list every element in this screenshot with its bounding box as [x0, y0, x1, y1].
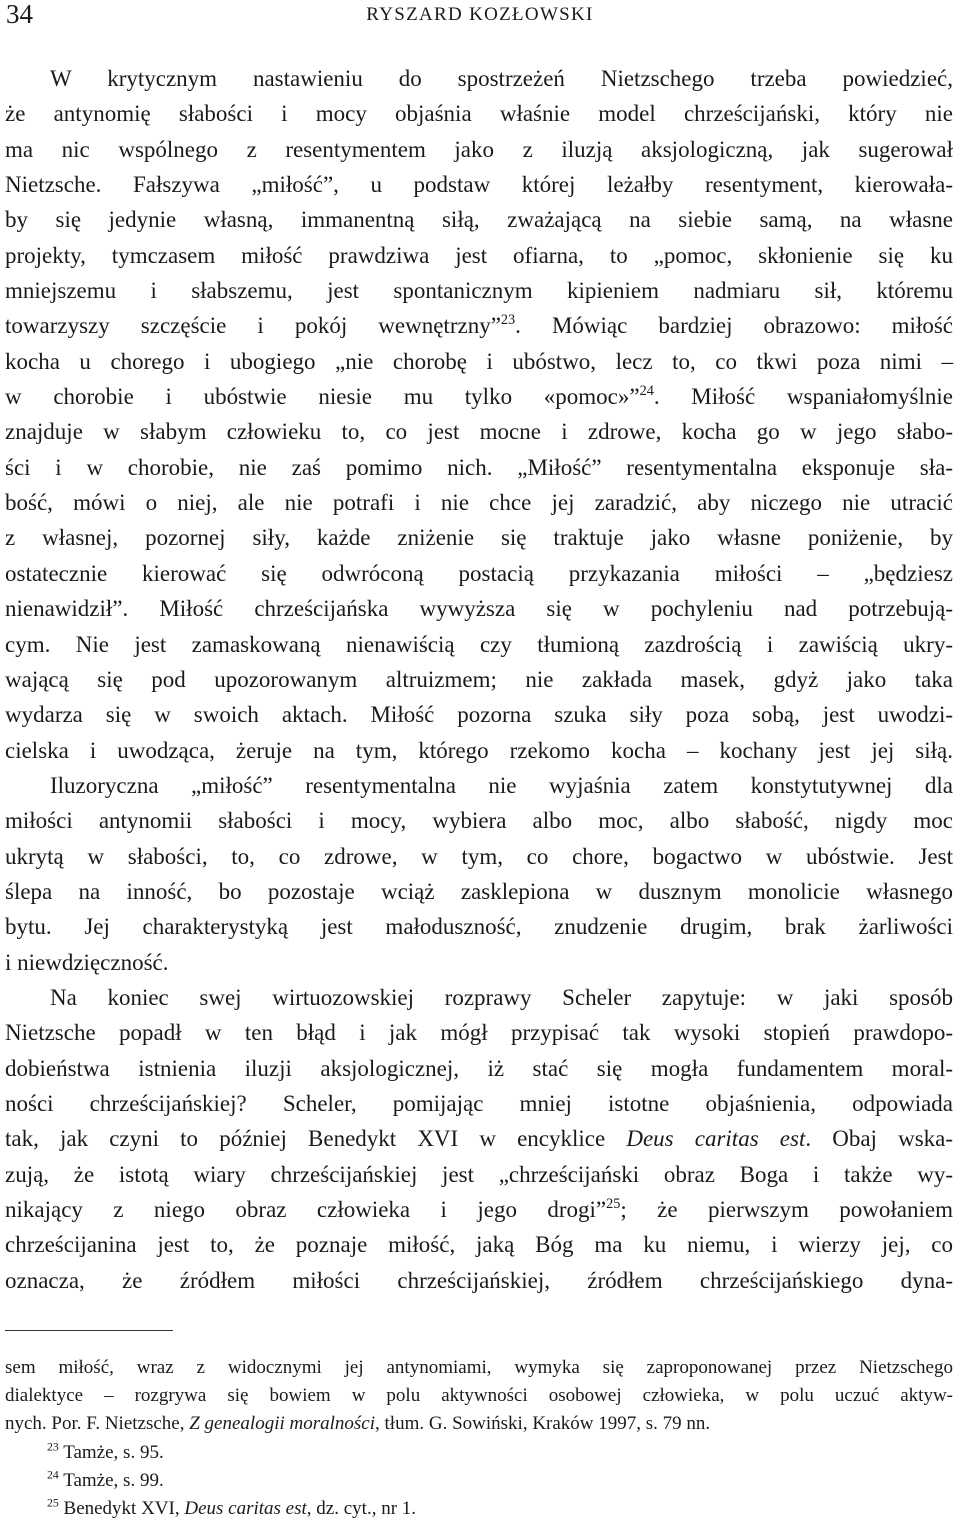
- encyclical-title: Deus caritas est: [626, 1126, 806, 1152]
- text-line: Na koniec swej wirtuozowskiej rozprawy Scheler zapytuje: w jaki sposób: [50, 984, 953, 1010]
- text-line: tak, jak czyni to później Benedykt XVI w encyklice Deus caritas est. Obaj wska-: [5, 1126, 954, 1152]
- running-head: RYSZARD KOZŁOWSKI: [366, 4, 594, 25]
- footnote-line: nych. Por. F. Nietzsche, Z genealogii moralności, tłum. G. Sowiński, Kraków 1997, s. 79 nn.: [5, 1413, 711, 1435]
- text-line: dobieństwa istnienia iluzji aksjologicznej, iż stać się mogła fundamentem moral-: [5, 1055, 953, 1081]
- text-line: miłości antynomii słabości i mocy, wybiera albo moc, albo słabość, nigdy moc: [5, 808, 953, 834]
- text-line: by się jedynie własną, immanentną siłą, zważającą na siebie samą, na własne: [5, 207, 953, 233]
- footnote-separator: [5, 1330, 173, 1331]
- text-line: ności chrześcijańskiej? Scheler, pomijając mniej istotne objaśnienia, odpowiada: [5, 1090, 953, 1116]
- text-line: z własnej, pozornej siły, każde zniżenie się traktuje jako własne poniżenie, by: [5, 525, 953, 551]
- footnote-25: $^{25}$ Benedykt XVI, Deus caritas est, dz. cyt., nr 1.: [47, 1496, 417, 1519]
- text-line: i niewdzięczność.: [5, 949, 169, 975]
- text-line: Nietzsche. Fałszywa „miłość”, u podstaw której leżałby resentyment, kierowała-: [5, 172, 953, 198]
- footnote-line: sem miłość, wraz z widocznymi jej antynomiami, wymyka się zaproponowanej przez Nietzschego: [5, 1357, 953, 1378]
- text-line: chrześcijanina jest to, że poznaje miłość, jaką Bóg ma ku niemu, i wierzy jej, co: [5, 1232, 953, 1258]
- text-line: projekty, tymczasem miłość prawdziwa jest ofiarna, to „pomoc, skłonienie się ku: [5, 242, 953, 268]
- text-line: wydarza się w swoich aktach. Miłość pozorna szuka siły poza sobą, jest uwodzi-: [5, 702, 953, 728]
- footnote-number: 25: [47, 1496, 59, 1510]
- text-line: ma nic wspólnego z resentymentem jako z iluzją aksjologiczną, jak sugerował: [5, 136, 953, 162]
- text-line: bość, mówi o niej, ale nie potrafi i nie chce jej zaradzić, aby niczego nie utracić: [5, 490, 953, 516]
- text-line: w chorobie i ubóstwie niesie mu tylko «pomoc»”$^{24}$. Miłość wspaniałomyślnie: [5, 383, 953, 410]
- text-line: W krytycznym nastawieniu do spostrzeżeń Nietzschego trzeba powiedzieć,: [50, 66, 953, 91]
- text-line: nienawidził”. Miłość chrześcijańska wywyższa się w pochyleniu nad potrzebują-: [5, 596, 953, 622]
- footnotes: [5, 1354, 953, 1523]
- text-line: kocha u chorego i ubogiego „nie chorobę i ubóstwo, lecz to, co tkwi poza nimi –: [5, 348, 953, 374]
- footnote-ref: 23: [500, 312, 516, 329]
- book-title: Z genealogii moralności: [189, 1413, 376, 1435]
- text-line: ślepa na inność, bo pozostaje wciąż zasklepiona w dusznym monolicie własnego: [5, 878, 953, 904]
- footnote-24: $^{24}$ Tamże, s. 99.: [47, 1468, 164, 1491]
- text-line: towarzyszy szczęście i pokój wewnętrzny”$^{23}$. Mówiąc bardziej obrazowo: miłość: [5, 312, 953, 339]
- text-line: wającą się pod upozorowanym altruizmem; nie zakłada masek, gdyż jako taka: [5, 666, 953, 692]
- text-line: że antynomię słabości i mocy objaśnia właśnie model chrześcijański, który nie: [5, 101, 953, 127]
- text-line: zują, że istotą wiary chrześcijańskiej jest „chrześcijański obraz Boga i także wy-: [5, 1161, 953, 1187]
- text-line: bytu. Jej charakterystyką jest małoduszność, znudzenie drugim, brak żarliwości: [5, 914, 953, 940]
- page-number: 34: [6, 0, 33, 29]
- text-line: cielska i uwodząca, żeruje na tym, którego rzekomo kocha – kochany jest jej siłą.: [5, 737, 953, 763]
- footnote-23: $^{23}$ Tamże, s. 95.: [47, 1440, 164, 1463]
- text-line: ści i w chorobie, nie zaś pomimo nich. „Miłość” resentymentalna eksponuje sła-: [5, 454, 953, 480]
- footnote-number: 24: [47, 1468, 59, 1482]
- footnote-ref: 24: [639, 383, 654, 400]
- text-line: oznacza, że źródłem miłości chrześcijańskiej, źródłem chrześcijańskiego dyna-: [5, 1267, 953, 1293]
- body-text: [5, 61, 953, 1298]
- footnote-number: 23: [47, 1440, 59, 1454]
- text-line: znajduje w słabym człowieku to, co jest mocne i zdrowe, kocha go w jego słabo-: [5, 419, 953, 445]
- encyclical-title: Deus caritas est: [184, 1497, 307, 1519]
- footnote-line: dialektyce – rozgrywa się bowiem w polu aktywności osobowej człowieka, w polu uczuć aktyw-: [5, 1385, 953, 1407]
- text-line: Nietzsche popadł w ten błąd i jak mógł przypisać tak wysoki stopień prawdopo-: [5, 1020, 953, 1046]
- text-line: mniejszemu i słabszemu, jest spontanicznym kipieniem nadmiaru sił, któremu: [5, 278, 953, 304]
- footnote-ref: 25: [606, 1196, 621, 1213]
- text-line: ostatecznie kierować się odwróconą postacią przykazania miłości – „będziesz: [5, 560, 953, 586]
- text-line: ukrytą w słabości, to, co zdrowe, w tym, co chore, bogactwo w ubóstwie. Jest: [5, 843, 953, 869]
- text-line: nikający z niego obraz człowieka i jego drogi”$^{25}$; że pierwszym powołaniem: [5, 1196, 953, 1222]
- text-line: cym. Nie jest zamaskowaną nienawiścią czy tłumioną zazdrością i zawiścią ukry-: [5, 631, 953, 657]
- text-line: Iluzoryczna „miłość” resentymentalna nie wyjaśnia zatem konstytutywnej dla: [50, 772, 953, 798]
